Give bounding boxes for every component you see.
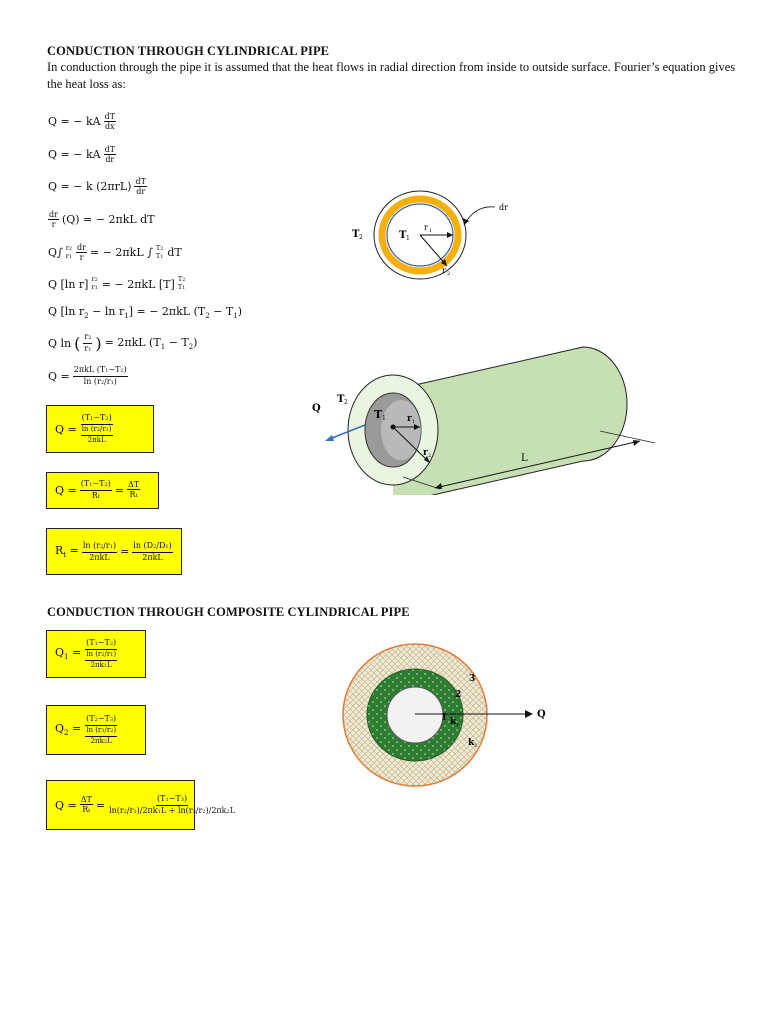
highlight-box-q1-formula: $Q_1$ = $\frac{(T1-T2)}{\frac{\ln (r2/r1)}{2\pi k1L}}$	[46, 630, 146, 678]
section-title-cylindrical: CONDUCTION THROUGH CYLINDRICAL PIPE	[47, 44, 330, 58]
composite-cylinder-diagram	[335, 640, 565, 800]
diagram1-t1-label: T	[399, 230, 407, 241]
section-title-composite: CONDUCTION THROUGH COMPOSITE CYLINDRICAL PIPE	[47, 605, 410, 619]
highlight-box-thermal-resistance: $R_t$ = $\frac{\ln (r2/r1)}{\text{2πkL}}$ = $\frac{\ln (D2/D1)}{\text{2πkL}}$	[46, 528, 182, 575]
highlight-box-q2-formula: $Q_2$ = $\frac{(T2-T3)}{\frac{\ln (r3/r2)}{2\pi k2L}}$	[46, 705, 146, 755]
equation-2: Q = − kA $\frac{dT}{dr}$	[48, 145, 116, 164]
equation-4: $\frac{dr}{r}$ (Q) = − 2πkL dT	[49, 210, 155, 229]
svg-text:1: 1	[382, 415, 386, 422]
diagram1-r1-label: r	[424, 223, 428, 232]
equation-7: Q [ln $r_2 - \ln r_1$] = − 2πkL $(T_2 - T_1)$	[48, 305, 243, 321]
highlight-box-q-formula: Q = $\frac{(T1-T2)}{\frac{\ln (r2/r1)}{\text{2πkL}}}$	[46, 405, 154, 453]
diagram3-k2-label: k	[468, 738, 475, 748]
diagram3-q-label: Q	[537, 709, 546, 720]
intro-paragraph: In conduction through the pipe it is assumed that the heat flows in radial direction from inside to outside surface. Fourier’s equation gives the heat loss as:	[47, 60, 736, 91]
svg-text:1: 1	[456, 722, 460, 728]
svg-text:1: 1	[429, 228, 433, 234]
diagram2-r2-label: r	[423, 448, 428, 458]
svg-text:1: 1	[412, 419, 416, 425]
diagram3-label-2: 2	[455, 690, 462, 700]
diagram2-l-label: L	[521, 453, 528, 464]
equation-8: Q ln ( $\frac{r2}{r1}$ ) = 2πkL $(T_1 - T_2)$	[48, 332, 198, 353]
equation-1: Q = − kA $\frac{dT}{dx}$	[48, 112, 116, 131]
diagram2-t1-label: T	[374, 408, 383, 421]
equation-9: Q = $\frac{\text{2πkL (T1−T2)}}{\ln (r2/r1)}$	[48, 365, 127, 386]
equation-6: Q [ln r] r2 r1 = − 2πkL [T] T2 T1	[48, 275, 186, 291]
svg-text:1: 1	[406, 235, 410, 242]
equation-3: Q = − k (2πrL) $\frac{dT}{dr}$	[48, 177, 146, 196]
pipe-3d-diagram	[305, 345, 665, 495]
svg-text:2: 2	[474, 743, 478, 749]
svg-text:2: 2	[428, 453, 432, 459]
svg-text:2: 2	[447, 271, 451, 277]
equation-5: Q∫ r2 r1 $\frac{dr}{r}$ = − 2πkL ∫ T2 T1 dT	[48, 243, 182, 262]
diagram2-t2-label: T	[337, 394, 345, 405]
highlight-box-q-composite: Q = $\frac{\Delta T}{Rt}$ = $\frac{(T1-T3)}{\ln(r2/r1)/2\pi k1L + \ln(r3/r2)/2\pi k2L}$	[46, 780, 195, 830]
diagram1-r2-label: r	[442, 266, 446, 275]
diagram2-r1-label: r	[407, 414, 412, 424]
svg-text:2: 2	[344, 399, 348, 406]
diagram3-label-1: 1	[441, 713, 448, 723]
inner-core	[387, 687, 443, 743]
ring-cross-section-diagram	[330, 185, 520, 285]
diagram3-label-3: 3	[469, 674, 476, 684]
svg-text:2: 2	[359, 234, 363, 241]
diagram2-q-label: Q	[312, 403, 321, 414]
diagram1-dr-label: dr	[499, 203, 508, 212]
diagram3-k1-label: k	[450, 717, 457, 727]
highlight-box-q-resistance: Q = $\frac{(T1-T2)}{Rt}$ = $\frac{\Delta T}{Rt}$	[46, 472, 159, 509]
diagram1-t2-label: T	[352, 229, 360, 240]
